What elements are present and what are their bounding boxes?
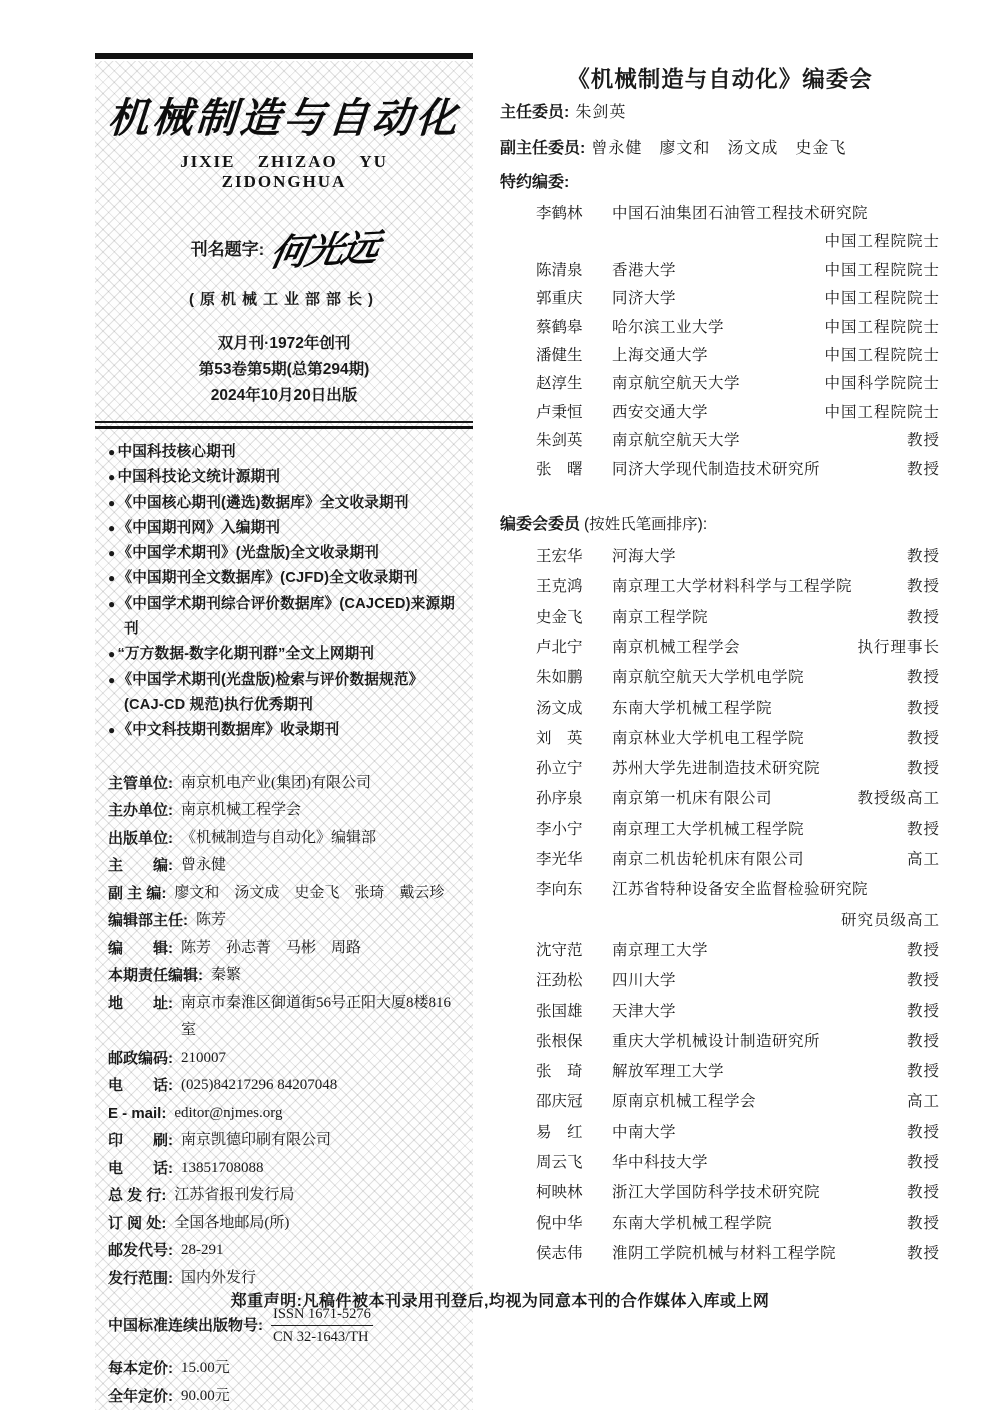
- info-label: 本期责任编辑:: [108, 967, 203, 985]
- member-title: 教授: [906, 669, 940, 687]
- price-label: 全年定价:: [108, 1387, 173, 1405]
- info-label: 编辑部主任:: [108, 912, 188, 930]
- member-name: 卢秉恒: [536, 403, 583, 421]
- member-affiliation: 中国石油集团石油管工程技术研究院: [612, 205, 869, 222]
- member-title: 研究员级高工: [840, 911, 940, 929]
- publication-info-row: [108, 770, 460, 798]
- journal-info-panel: [95, 53, 473, 1410]
- indexing-item: ● 中国科技论文统计源期刊: [108, 465, 460, 490]
- info-label: 副 主 编:: [108, 884, 167, 902]
- member-affiliation: 苏州大学先进制造技术研究院: [612, 760, 821, 778]
- journal-title-calligraphy: 机械制造与自动化: [106, 95, 462, 141]
- member-name: 孙立宁: [536, 760, 583, 778]
- member-affiliation: 江苏省特种设备安全监督检验研究院: [612, 881, 869, 899]
- board-member-row: [500, 1087, 940, 1117]
- member-affiliation: 南京林业大学机电工程学院: [612, 729, 805, 747]
- board-member-row: [500, 603, 940, 633]
- info-label: 电 话:: [108, 1077, 173, 1095]
- info-value: editor@njmes.org: [174, 1104, 283, 1121]
- publication-info-row: [108, 797, 460, 825]
- indexing-item: ● 《中国期刊全文数据库》(CJFD)全文收录期刊: [108, 566, 460, 591]
- info-label: 印 刷:: [108, 1132, 173, 1150]
- member-title: 教授: [906, 1214, 940, 1232]
- member-affiliation: 河海大学: [612, 548, 677, 566]
- member-name: [536, 906, 612, 936]
- publication-info-row: [108, 1182, 460, 1210]
- issn-number: ISSN 1671-5276: [271, 1304, 373, 1326]
- member-affiliation: 解放军理工大学: [612, 1063, 725, 1081]
- publication-info-row: [108, 1045, 460, 1073]
- board-member-row: [500, 314, 940, 342]
- board-member-row: [500, 1118, 940, 1148]
- member-name: 孙序泉: [536, 790, 583, 808]
- inscription-label: 刊名题字:: [190, 239, 265, 259]
- publication-info-row: [108, 1100, 460, 1128]
- publication-line: 双月刊·1972年创刊: [217, 335, 351, 352]
- chair-row: [500, 96, 940, 130]
- info-label: 总 发 行:: [108, 1187, 167, 1205]
- member-title: 教授: [906, 1063, 940, 1081]
- chair-name: 朱剑英: [575, 104, 627, 121]
- info-value: 南京机电产业(集团)有限公司: [181, 774, 371, 791]
- price-row: [108, 1355, 460, 1383]
- publication-info-row: [108, 962, 460, 990]
- board-member-row: [500, 633, 940, 663]
- member-title: 教授: [906, 548, 940, 566]
- info-value: 国内外发行: [181, 1269, 257, 1286]
- publication-info-row: [108, 880, 460, 908]
- member-title: 教授: [906, 432, 940, 450]
- member-affiliation: 南京二机齿轮机床有限公司: [612, 851, 805, 869]
- board-member-row: [500, 754, 940, 784]
- member-name: 李向东: [536, 881, 583, 899]
- member-title: 高工: [906, 851, 940, 869]
- section-divider: [95, 421, 473, 429]
- board-member-row: [500, 845, 940, 875]
- price-value: 90.00元: [181, 1387, 230, 1404]
- member-name: 赵淳生: [536, 375, 583, 393]
- info-value: 全国各地邮局(所): [174, 1214, 290, 1231]
- indexing-item: ● 《中国学术期刊》(光盘版)全文收录期刊: [108, 541, 460, 566]
- member-name: 王克鸿: [536, 578, 583, 596]
- board-member-row: [500, 1209, 940, 1239]
- crosshatch-box: [95, 61, 473, 1410]
- member-title: 中国工程院院士: [824, 403, 940, 421]
- board-member-row: [500, 456, 940, 484]
- member-title: 教授: [906, 729, 940, 747]
- chair-label: 主任委员:: [500, 104, 570, 121]
- info-value: 南京机械工程学会: [181, 802, 302, 819]
- cn-number: CN 32-1643/TH: [273, 1329, 369, 1346]
- price-label: 每本定价:: [108, 1360, 173, 1378]
- info-label: 电 话:: [108, 1159, 173, 1177]
- members-list: [500, 542, 940, 1269]
- info-label: 邮发代号:: [108, 1242, 173, 1260]
- info-value: 南京凯德印刷有限公司: [181, 1132, 332, 1149]
- member-title: 教授: [906, 820, 940, 838]
- price-list: [108, 1355, 460, 1410]
- member-name: 易 红: [536, 1123, 583, 1141]
- member-name: 潘健生: [536, 347, 583, 365]
- info-label: 邮政编码:: [108, 1049, 173, 1067]
- member-affiliation: 浙江大学国防科学技术研究院: [612, 1184, 821, 1202]
- member-affiliation: 南京航空航天大学: [612, 375, 741, 393]
- member-title: 执行理事长: [857, 638, 940, 656]
- member-title: 教授级高工: [857, 790, 940, 808]
- member-name: 李光华: [536, 851, 583, 869]
- member-title: 教授: [906, 608, 940, 626]
- member-affiliation: 南京航空航天大学机电学院: [612, 669, 805, 687]
- top-rule-bar: [95, 53, 473, 59]
- indexing-item: ● 《中国学术期刊综合评价数据库》(CAJCED)来源期刊: [108, 592, 460, 643]
- member-affiliation: [612, 228, 824, 256]
- member-title: 中国工程院院士: [824, 318, 940, 336]
- publication-info-row: [108, 1127, 460, 1155]
- info-label: 出版单位:: [108, 829, 173, 847]
- publication-info-row: [108, 1155, 460, 1183]
- board-member-row: [500, 399, 940, 427]
- board-member-row: [500, 875, 940, 905]
- member-affiliation: [612, 906, 841, 936]
- member-name: 陈清泉: [536, 261, 583, 279]
- member-name: 侯志伟: [536, 1244, 583, 1262]
- member-name: 倪中华: [536, 1214, 583, 1232]
- indexing-item: ● 《中国学术期刊(光盘版)检索与评价数据规范》(CAJ-CD 规范)执行优秀期刊: [108, 668, 460, 719]
- board-member-row: [500, 572, 940, 602]
- member-name: 周云飞: [536, 1154, 583, 1171]
- member-title: 教授: [906, 1184, 940, 1202]
- indexing-item: ● 中国科技核心期刊: [108, 440, 460, 465]
- info-label: 编 辑:: [108, 939, 173, 957]
- publication-info-row: [108, 1210, 460, 1238]
- price-row: [108, 1383, 460, 1410]
- member-name: 柯映林: [536, 1184, 583, 1202]
- info-value: 陈芳 孙志菁 马彬 周路: [181, 939, 362, 956]
- member-affiliation: 南京理工大学: [612, 941, 709, 959]
- vice-chair-row: [500, 132, 940, 166]
- member-affiliation: 哈尔滨工业大学: [612, 318, 725, 336]
- member-title: 教授: [906, 1032, 940, 1050]
- board-title: 《机械制造与自动化》编委会: [567, 67, 873, 92]
- board-member-row: [500, 1057, 940, 1087]
- member-title: 中国工程院院士: [824, 233, 940, 251]
- member-title: 教授: [906, 941, 940, 959]
- info-value: 江苏省报刊发行局: [174, 1187, 295, 1204]
- journal-title-pinyin: JIXIE ZHIZAO YU ZIDONGHUA: [180, 152, 388, 191]
- info-label: 发行范围:: [108, 1269, 173, 1287]
- vice-chair-label: 副主任委员:: [500, 140, 586, 157]
- board-member-row: [500, 724, 940, 754]
- member-name: 蔡鹤皋: [536, 318, 583, 336]
- board-member-row: [500, 694, 940, 724]
- special-editors-label: 特约编委:: [500, 174, 570, 191]
- member-title: 中国工程院院士: [824, 347, 940, 365]
- vice-chair-names: 曾永健 廖文和 汤文成 史金飞: [591, 140, 847, 157]
- member-title: 中国科学院院士: [824, 375, 940, 393]
- member-name: 王宏华: [536, 548, 583, 566]
- member-affiliation: 西安交通大学: [612, 403, 709, 421]
- member-name: 卢北宁: [536, 638, 583, 656]
- member-name: 汪劲松: [536, 972, 583, 990]
- info-label: 主办单位:: [108, 802, 173, 820]
- board-member-row: [500, 228, 940, 256]
- member-affiliation: 香港大学: [612, 261, 677, 279]
- publication-line: 第53卷第5期(总第294期): [198, 361, 370, 378]
- member-title: 教授: [906, 1244, 940, 1262]
- board-member-row: [500, 936, 940, 966]
- members-header: [500, 508, 940, 542]
- info-label: 地 址:: [108, 994, 173, 1012]
- indexing-item: ● 《中国期刊网》入编期刊: [108, 516, 460, 541]
- board-member-row: [500, 1027, 940, 1057]
- member-affiliation: 淮阴工学院机械与材料工程学院: [612, 1244, 837, 1262]
- publication-info-row: [108, 935, 460, 963]
- board-member-row: [500, 1178, 940, 1208]
- member-title: 高工: [906, 1093, 940, 1111]
- member-affiliation: 中南大学: [612, 1123, 677, 1141]
- info-value: 南京市秦淮区御道街56号正阳大厦8楼816室: [181, 994, 452, 1039]
- board-member-row: [500, 997, 940, 1027]
- board-member-row: [500, 257, 940, 285]
- info-value: 曾永健: [181, 857, 227, 874]
- member-name: 张 琦: [536, 1063, 583, 1081]
- editorial-board-panel: [500, 62, 940, 1269]
- member-title: 教授: [906, 1123, 940, 1141]
- publication-info-row: [108, 990, 460, 1045]
- board-member-row: [500, 1148, 940, 1178]
- member-name: 朱如鹏: [536, 669, 583, 687]
- indexing-list: [108, 440, 460, 744]
- member-title: 教授: [906, 699, 940, 717]
- member-name: 郭重庆: [536, 290, 583, 308]
- board-member-row: [500, 342, 940, 370]
- board-member-row: [500, 815, 940, 845]
- info-value: 廖文和 汤文成 史金飞 张琦 戴云珍: [174, 884, 445, 901]
- member-affiliation: 四川大学: [612, 972, 677, 990]
- member-name: 史金飞: [536, 608, 583, 626]
- member-affiliation: 上海交通大学: [612, 347, 709, 365]
- info-label: E - mail:: [108, 1104, 167, 1122]
- member-name: 邵庆冠: [536, 1093, 583, 1111]
- member-name: 李小宁: [536, 820, 583, 838]
- board-member-row: [500, 784, 940, 814]
- masthead: [108, 61, 460, 409]
- info-value: (025)84217296 84207048: [181, 1077, 338, 1094]
- member-title: 教授: [906, 972, 940, 990]
- info-value: 13851708088: [181, 1159, 264, 1176]
- solemn-statement: 郑重声明:凡稿件被本刊录用刊登后,均视为同意本刊的合作媒体入库或上网: [230, 1293, 770, 1310]
- board-member-row: [500, 542, 940, 572]
- issn-label: 中国标准连续出版物号:: [108, 1316, 263, 1334]
- info-label: 订 阅 处:: [108, 1214, 167, 1232]
- inscription-note: (原机械工业部部长): [189, 291, 379, 308]
- board-member-row: [500, 663, 940, 693]
- member-title: 中国工程院院士: [824, 261, 940, 279]
- indexing-item: ● 《中国核心期刊(遴选)数据库》全文收录期刊: [108, 491, 460, 516]
- member-name: 刘 英: [536, 729, 583, 747]
- publication-info-list: [108, 770, 460, 1293]
- board-member-row: [500, 1239, 940, 1269]
- member-name: 朱剑英: [536, 432, 583, 450]
- info-label: 主 编:: [108, 857, 173, 875]
- special-editors-list: [500, 200, 940, 484]
- price-value: 15.00元: [181, 1360, 230, 1377]
- member-name: 李鹤林: [536, 205, 583, 222]
- info-value: 28-291: [181, 1242, 224, 1259]
- member-affiliation: 南京机械工程学会: [612, 638, 741, 656]
- member-affiliation: 南京理工大学材料科学与工程学院: [612, 578, 853, 596]
- member-affiliation: 重庆大学机械设计制造研究所: [612, 1032, 821, 1050]
- info-value: 《机械制造与自动化》编辑部: [181, 829, 377, 846]
- info-value: 陈芳: [196, 912, 227, 929]
- member-name: 张根保: [536, 1032, 583, 1050]
- member-title: 教授: [906, 460, 940, 478]
- member-name: 张国雄: [536, 1002, 583, 1020]
- inscription-row: [108, 220, 460, 274]
- member-affiliation: 原南京机械工程学会: [612, 1093, 757, 1111]
- publication-info-row: [108, 852, 460, 880]
- member-affiliation: 同济大学现代制造技术研究所: [612, 460, 821, 478]
- member-affiliation: 东南大学机械工程学院: [612, 699, 773, 717]
- member-affiliation: 华中科技大学: [612, 1154, 709, 1171]
- board-member-row: [500, 966, 940, 996]
- member-title: 教授: [906, 1002, 940, 1020]
- member-name: [536, 228, 612, 256]
- publication-info-row: [108, 1072, 460, 1100]
- members-label: 编委会委员: [500, 516, 581, 534]
- info-label: 主管单位:: [108, 774, 173, 792]
- member-affiliation: 南京第一机床有限公司: [612, 790, 773, 808]
- member-title: 教授: [906, 1154, 940, 1171]
- publication-lines: [108, 331, 460, 409]
- member-title: 中国工程院院士: [824, 290, 940, 308]
- board-member-row: [500, 427, 940, 455]
- member-affiliation: 南京理工大学机械工程学院: [612, 820, 805, 838]
- board-member-row: [500, 285, 940, 313]
- calligraphy-signature: 何光远: [266, 228, 382, 275]
- member-affiliation: 同济大学: [612, 290, 677, 308]
- board-member-row: [500, 370, 940, 398]
- member-affiliation: 南京航空航天大学: [612, 432, 741, 450]
- publication-info-row: [108, 825, 460, 853]
- member-title: 教授: [906, 578, 940, 596]
- member-name: 汤文成: [536, 699, 583, 717]
- members-sort-note: (按姓氏笔画排序):: [584, 516, 708, 534]
- publication-line: 2024年10月20日出版: [210, 387, 358, 404]
- indexing-item: ● “万方数据-数字化期刊群”全文上网期刊: [108, 642, 460, 667]
- info-value: 210007: [181, 1049, 226, 1066]
- member-name: 沈守范: [536, 941, 583, 959]
- indexing-item: ● 《中文科技期刊数据库》收录期刊: [108, 718, 460, 743]
- board-member-row: [500, 200, 940, 228]
- member-title: 教授: [906, 760, 940, 778]
- info-value: 秦繁: [211, 967, 242, 984]
- publication-info-row: [108, 1237, 460, 1265]
- member-name: 张 曙: [536, 460, 583, 478]
- member-affiliation: 东南大学机械工程学院: [612, 1214, 773, 1232]
- board-member-row: [500, 906, 940, 936]
- member-affiliation: 天津大学: [612, 1002, 677, 1020]
- member-affiliation: 南京工程学院: [612, 608, 709, 626]
- publication-info-row: [108, 907, 460, 935]
